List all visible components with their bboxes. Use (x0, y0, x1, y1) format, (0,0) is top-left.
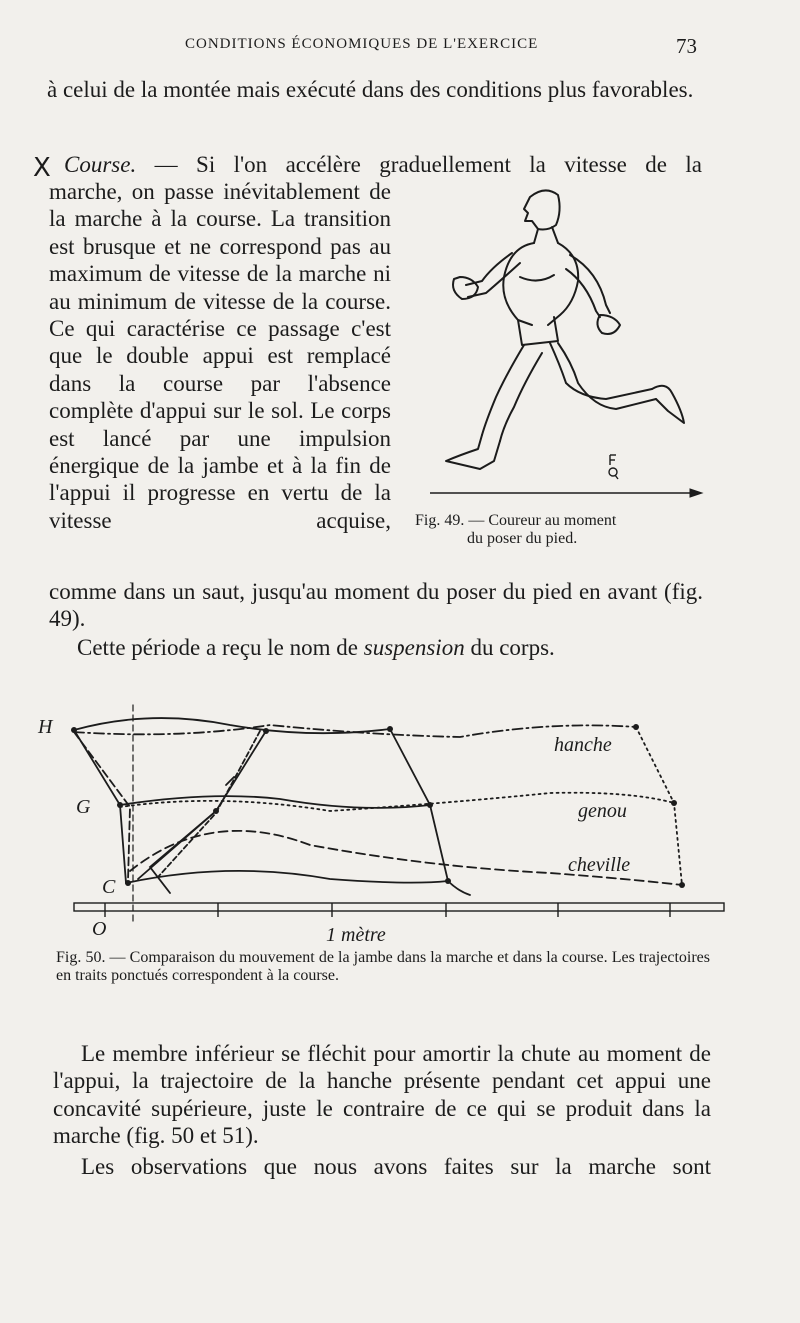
label-hanche: hanche (554, 734, 612, 756)
paragraph-1-text: à celui de la montée mais exécuté dans des conditions plus favorables. (47, 77, 694, 102)
figure-49-caption-line-1: Fig. 49. — Coureur au moment (415, 512, 617, 529)
suspension-term: suspension (363, 635, 465, 660)
paragraph-4 (53, 1040, 711, 1150)
label-ankle: C (102, 876, 116, 898)
running-title: CONDITIONS ÉCONOMIQUES DE L'EXERCICE (185, 36, 539, 52)
paragraph-2-full (49, 578, 703, 633)
course-first-line (64, 151, 702, 178)
label-origin: O (92, 918, 107, 940)
paragraph-5-text: Les observations que nous avons faites sur la marche sont (81, 1154, 711, 1179)
hip-run-curve (74, 725, 636, 737)
paragraph-5 (53, 1153, 711, 1180)
course-heading: Course. (64, 152, 137, 177)
label-hip: H (38, 716, 53, 738)
paragraph-3-text (49, 634, 703, 661)
meter-ruler (74, 903, 724, 911)
paragraph-1 (47, 76, 701, 103)
figure-50-caption (56, 949, 710, 985)
paragraph-2-full-text: comme dans un saut, jusqu'au moment du poser du pied en avant (fig. 49). (49, 579, 703, 632)
running-head (0, 36, 800, 60)
paragraph-3-part-b: du corps. (464, 635, 555, 660)
paragraph-4-text: Le membre inférieur se fléchit pour amortir la chute au moment de l'appui, la trajectoire de la hanche présente pendant cet appui une concavité supérieure, juste le contraire de ce qui se produit dans la marche (fig. 50 et 51). (53, 1041, 711, 1149)
knee-walk-curve (120, 796, 430, 808)
paragraph-2-narrow (49, 178, 391, 534)
label-cheville: cheville (568, 854, 631, 876)
figure-50-caption-text: Fig. 50. — Comparaison du mouvement de la jambe dans la marche et dans la course. Les trajectoires en traits ponctués correspondent à la course. (56, 949, 710, 984)
label-genou: genou (578, 800, 627, 822)
figure-49-caption (415, 512, 705, 548)
margin-mark: X (33, 153, 51, 183)
ankle-walk-curve (126, 871, 448, 883)
label-meter: 1 mètre (326, 924, 386, 946)
label-knee: G (76, 796, 91, 818)
figure-49-runner (420, 185, 710, 505)
page-number: 73 (676, 34, 697, 58)
paragraph-2-narrow-text: marche, on passe inévitablement de la marche à la course. La transition est brusque et ne correspond pas au maximum de vitesse de la marche ni au minimum de vitesse de la course. Ce qui caractérise ce passage c'est que le double appui est remplacé dans la course par l'absence complète d'appui sur le sol. Le corps est lancé par une impulsion énergique de la jambe et à la fin de l'appui il progresse en vertu de la vitesse acquise, (49, 179, 391, 533)
figure-49-caption-line-2: du poser du pied. (467, 530, 578, 547)
paragraph-3 (49, 634, 703, 661)
paragraph-3-part-a: Cette période a reçu le nom de (77, 635, 364, 660)
course-first-line-text: — Si l'on accélère graduellement la vitesse de la (136, 152, 702, 177)
figure-50-diagram (30, 695, 730, 955)
